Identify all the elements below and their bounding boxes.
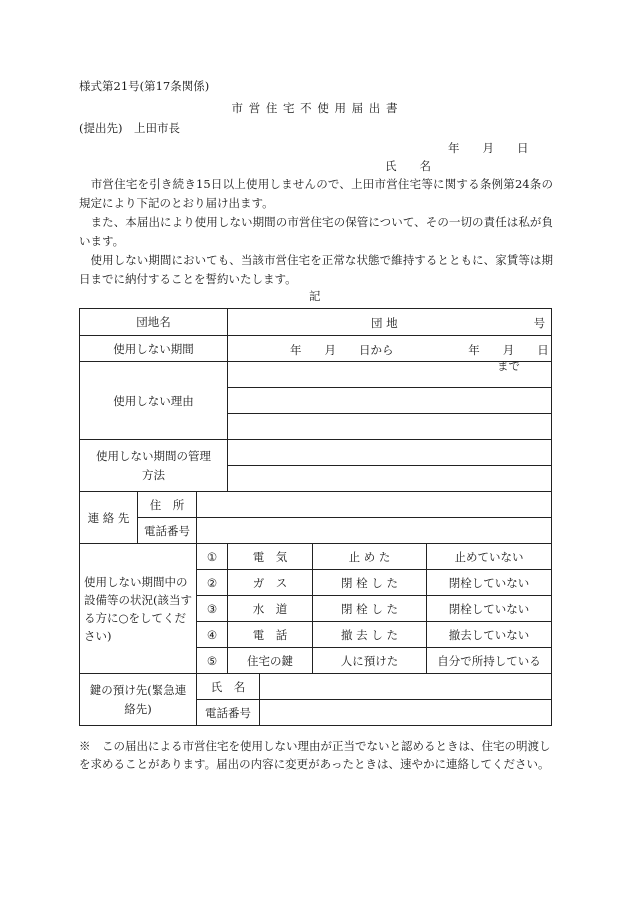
reason-label: 使用しない理由 <box>80 362 228 440</box>
paragraph-3: 使用しない期間においても、当該市営住宅を正常な状態で維持するとともに、家賃等は期日までに納付することを誓約いたします。 <box>79 253 553 286</box>
equipment-option-yes[interactable]: 閉 栓 し た <box>313 596 427 622</box>
danchi-label: 団地名 <box>80 309 228 336</box>
address-label: 住 所 <box>138 492 197 518</box>
equipment-option-yes[interactable]: 人に預けた <box>313 648 427 674</box>
period-label: 使用しない期間 <box>80 336 228 362</box>
equipment-number: ② <box>197 570 228 596</box>
address-field[interactable] <box>197 492 552 518</box>
date-line: 年 月 日 <box>448 141 529 155</box>
paragraph-1: 市営住宅を引き続き15日以上使用しませんので、上田市営住宅等に関する条例第24条の規定により下記のとおり届け出ます。 <box>79 177 553 210</box>
equipment-number: ① <box>197 544 228 570</box>
danchi-value-cell[interactable] <box>228 309 552 336</box>
equipment-name: 電 話 <box>228 622 313 648</box>
manage-line-1[interactable] <box>228 440 552 466</box>
equipment-option-no[interactable]: 閉栓していない <box>427 570 552 596</box>
form-number: 様式第21号(第17条関係) <box>79 79 210 93</box>
equipment-label: 使用しない期間中の設備等の状況(該当する方に○をしてください) <box>80 544 197 674</box>
room-number-suffix: 号 <box>533 316 546 330</box>
equipment-option-yes[interactable]: 止 め た <box>313 544 427 570</box>
equipment-name: 住宅の鍵 <box>228 648 313 674</box>
period-to: 年 月 日まで <box>468 343 549 373</box>
period-from: 年 月 日から <box>290 343 394 357</box>
contact-phone-label: 電話番号 <box>138 518 197 544</box>
equipment-name: 電 気 <box>228 544 313 570</box>
reason-line-3[interactable] <box>228 414 552 440</box>
period-value-cell[interactable] <box>228 336 552 373</box>
equipment-number: ③ <box>197 596 228 622</box>
equipment-name: ガ ス <box>228 570 313 596</box>
application-table <box>79 308 552 726</box>
equipment-option-no[interactable]: 自分で所持している <box>427 648 552 674</box>
equipment-number: ⑤ <box>197 648 228 674</box>
equipment-name: 水 道 <box>228 596 313 622</box>
equipment-option-yes[interactable]: 閉 栓 し た <box>313 570 427 596</box>
page-title: 市 営 住 宅 不 使 用 届 出 書 <box>231 101 399 115</box>
key-holder-name-label: 氏 名 <box>197 674 260 700</box>
footnote: ※ この届出による市営住宅を使用しない理由が正当でないと認めるときは、住宅の明渡しを求めることがあります。届出の内容に変更があったときは、速やかに連絡してください。 <box>79 739 551 771</box>
danchi-suffix: 団 地 <box>371 316 398 330</box>
equipment-option-no[interactable]: 止めていない <box>427 544 552 570</box>
manage-label: 使用しない期間の管理方法 <box>80 440 228 492</box>
key-holder-phone-label: 電話番号 <box>197 700 260 726</box>
key-holder-phone-field[interactable] <box>260 700 552 726</box>
applicant-name-line: 氏 名 <box>385 159 431 173</box>
reason-line-2[interactable] <box>228 388 552 414</box>
equipment-option-yes[interactable]: 撤 去 し た <box>313 622 427 648</box>
paragraph-2: また、本届出により使用しない期間の市営住宅の保管について、その一切の責任は私が負います。 <box>79 215 553 248</box>
contact-label: 連 絡 先 <box>80 492 138 544</box>
addressee: (提出先) 上田市長 <box>79 121 180 135</box>
equipment-number: ④ <box>197 622 228 648</box>
equipment-option-no[interactable]: 閉栓していない <box>427 596 552 622</box>
key-holder-name-field[interactable] <box>260 674 552 700</box>
manage-line-2[interactable] <box>228 466 552 492</box>
key-holder-label: 鍵の預け先(緊急連絡先) <box>80 674 197 726</box>
ki-heading: 記 <box>309 289 321 303</box>
contact-phone-field[interactable] <box>197 518 552 544</box>
equipment-option-no[interactable]: 撤去していない <box>427 622 552 648</box>
